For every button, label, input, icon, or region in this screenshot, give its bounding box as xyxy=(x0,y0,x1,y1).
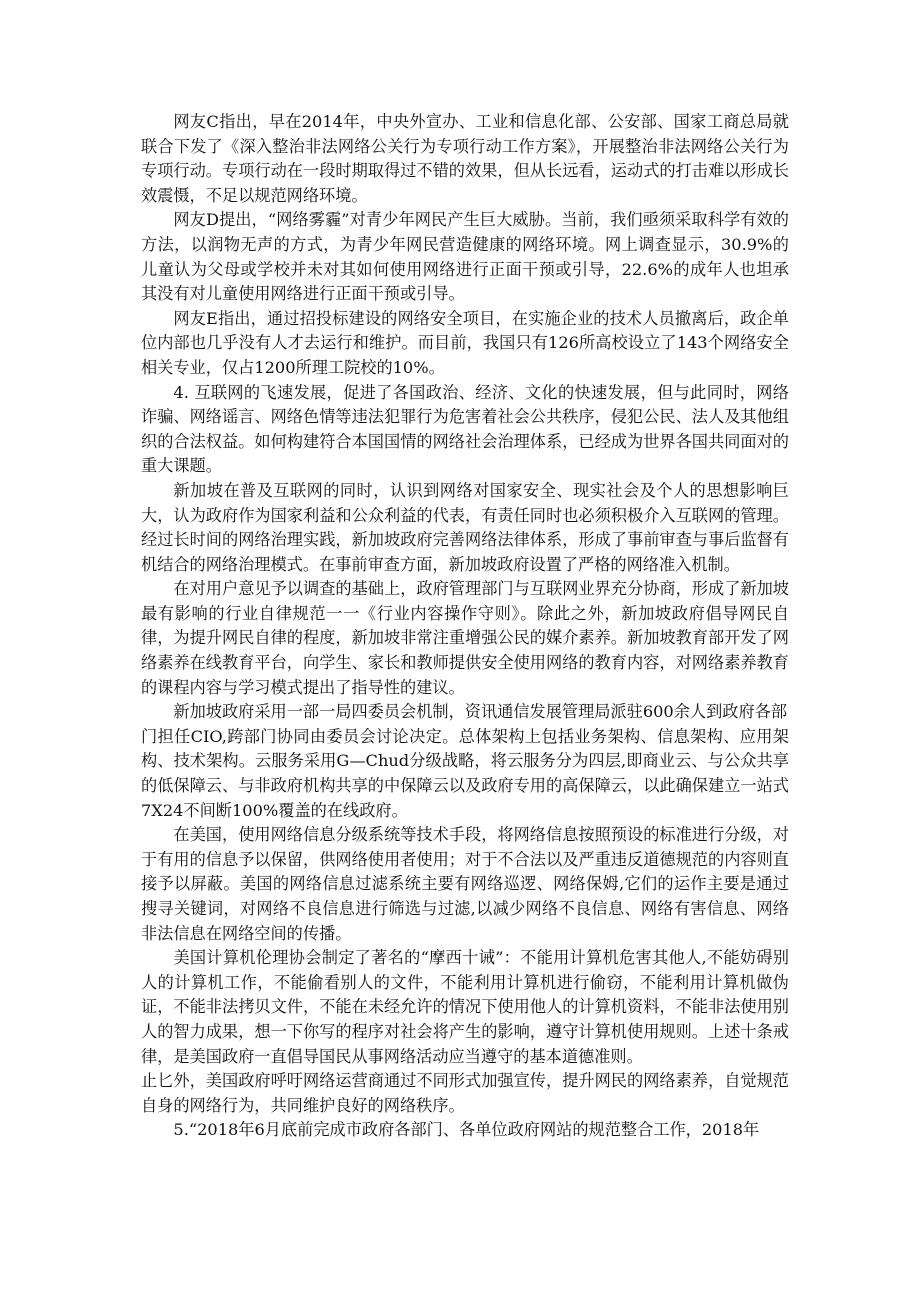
paragraph-netizen-e: 网友E指出，通过招投标建设的网络安全项目，在实施企业的技术人员撤离后，政企单位内部也几乎没有人才去运行和维护。而目前，我国只有126所高校设立了143个网络安全相关专业，仅占1200所理工院校的10%。 xyxy=(141,308,789,377)
paragraph-us-operators: 止匕外，美国政府呼吁网络运营商通过不同形式加强宣传，提升网民的网络素养，自觉规范自身的网络行为，共同维护良好的网络秩序。 xyxy=(141,1071,789,1115)
paragraph-us-ten-commandments: 美国计算机伦理协会制定了著名的“摩西十诫”：不能用计算机危害其他人,不能妨碍别人的计算机工作，不能偷看别人的文件，不能利用计算机进行偷窃，不能利用计算机做伪证，不能非法拷贝文件，不能在未经允许的情况下使用他人的计算机资料，不能非法使用别人的智力成果，想一下你写的程序对社会将产生的影响，遵守计算机使用规则。上述十条戒律，是美国政府一直倡导国民从事网络活动应当遵守的基本道德准则。 xyxy=(141,948,789,1066)
paragraph-netizen-c: 网友C指出，早在2014年，中央外宣办、工业和信息化部、公安部、国家工商总局就联合下发了《深入整治非法网络公关行为专项行动工作方案》，开展整治非法网络公关行为专项行动。专项行动在一段时期取得过不错的效果，但从长远看，运动式的打击难以形成长效震慑，不足以规范网络环境。 xyxy=(141,112,789,205)
paragraph-netizen-d: 网友D提出，“网络雾霾”对青少年网民产生巨大威胁。当前，我们亟须采取科学有效的方法，以润物无声的方式，为青少年网民营造健康的网络环境。网上调查显示，30.9%的儿童认为父母或学校并未对其如何使用网络进行正面干预或引导，22.6%的成年人也坦承其没有对儿童使用网络进行正面干预或引导。 xyxy=(141,210,789,304)
paragraph-singapore-cio: 门担任CIO,跨部门协同由委员会讨论决定。总体架构上包括业务架构、信息架构、应用架构、技术架构。云服务采用G—Chud分级战略，将云服务分为四层,即商业云、与公众共享的低保障云、与非政府机构共享的中保障云以及政府专用的高保障云，以此确保建立一站式7X24不间断100%覆盖的在线政府。 xyxy=(141,726,789,820)
document-page xyxy=(141,110,789,1143)
paragraph-singapore-self-discipline: 在对用户意见予以调查的基础上，政府管理部门与互联网业界充分协商，形成了新加坡最有影响的行业自律规范一一《行业内容操作守则》。除此之外，新加坡政府倡导网民自律，为提升网民自律的程度，新加坡非常注重增强公民的媒介素养。新加坡教育部开发了网络素养在线教育平台，向学生、家长和教师提供安全使用网络的教育内容，对网络素养教育的课程内容与学习模式提出了指导性的建议。 xyxy=(141,579,789,697)
paragraph-item-5: 5.“2018年6月底前完成市政府各部门、各单位政府网站的规范整合工作，2018年 xyxy=(173,1120,760,1140)
paragraph-item-4: 4. 互联网的飞速发展，促进了各国政治、经济、文化的快速发展，但与此同时，网络诈骗、网络谣言、网络色情等违法犯罪行为危害着社会公共秩序，侵犯公民、法人及其他组织的合法权益。如何构建符合本国国情的网络社会治理体系，已经成为世界各国共同面对的重大课题。 xyxy=(141,382,789,476)
paragraph-us-filtering: 在美国，使用网络信息分级系统等技术手段，将网络信息按照预设的标准进行分级，对于有用的信息予以保留，供网络使用者使用；对于不合法以及严重违反道德规范的内容则直接予以屏蔽。美国的网络信息过滤系统主要有网络巡逻、网络保姆,它们的运作主要是通过搜寻关键词，对网络不良信息进行筛选与过滤,以减少网络不良信息、网络有害信息、网络非法信息在网络空间的传播。 xyxy=(141,825,789,943)
paragraph-singapore-mechanism: 新加坡政府采用一部一局四委员会机制，资讯通信发展管理局派驻600余人到政府各部 xyxy=(173,702,788,722)
paragraph-singapore-governance: 新加坡在普及互联网的同时，认识到网络对国家安全、现实社会及个人的思想影响巨大，认为政府作为国家利益和公众利益的代表，有责任同时也必须积极介入互联网的管理。经过长时间的网络治理实践，新加坡政府完善网络法律体系，形成了事前审查与事后监督有机结合的网络治理模式。在事前审查方面，新加坡政府设置了严格的网络准入机制。 xyxy=(141,480,789,574)
